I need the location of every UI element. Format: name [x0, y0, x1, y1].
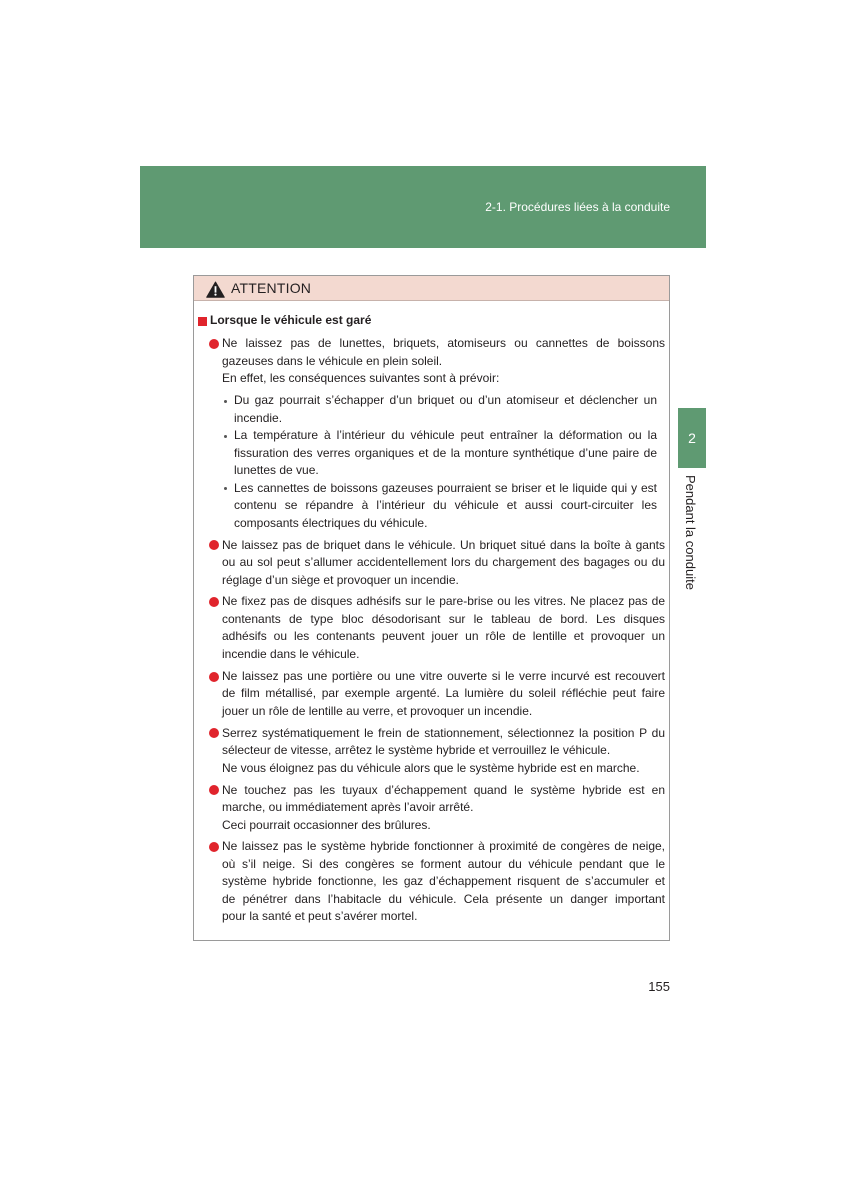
warning-text-line: de film métallisé, par exemple argenté. La lumière du soleil réfléchie peut faire — [222, 686, 665, 701]
warning-paragraph — [222, 838, 665, 926]
attention-box — [193, 275, 670, 941]
warning-section-title: Lorsque le véhicule est garé — [210, 313, 372, 328]
warning-text-line: gazeuses dans le véhicule en plein soleil. — [222, 353, 443, 368]
chapter-tab — [678, 408, 706, 468]
warning-paragraph — [222, 725, 665, 760]
warning-text-line: de pénétrer dans l’habitacle du véhicule. Cela présente un danger important — [222, 891, 665, 906]
warning-text-line: Ne touchez pas les tuyaux d’échappement quand le système hybride est en — [222, 782, 665, 797]
warning-text-line: où s’il neige. Si des congères se forment autour du véhicule pendant que le — [222, 856, 665, 871]
warning-text-line: Ne laissez pas de lunettes, briquets, atomiseurs ou cannettes de boissons — [222, 336, 665, 351]
warning-text-line: marche, ou immédiatement après l’avoir arrêté. — [222, 800, 474, 815]
chapter-title-vertical: Pendant la conduite — [683, 475, 698, 590]
red-circle-bullet-icon — [209, 597, 219, 607]
warning-paragraph — [222, 593, 665, 663]
consequence-text-line: Du gaz pourrait s’échapper d’un briquet ou d’un atomiseur et déclencher un — [234, 393, 657, 408]
warning-text-line: adhésifs ou les contenants peuvent jouer un rôle de lentille et provoquer un — [222, 629, 665, 644]
warning-paragraph — [222, 760, 665, 778]
red-circle-bullet-icon — [209, 672, 219, 682]
warning-text-line: sélecteur de vitesse, arrêtez le système hybride et verrouillez le véhicule. — [222, 743, 611, 758]
section-header-band — [140, 166, 706, 248]
chapter-number: 2 — [688, 430, 696, 446]
consequence-text-line: fissuration des verres organiques et de la monture synthétique d’une paire de — [234, 445, 657, 460]
consequence-item — [222, 427, 665, 480]
consequence-text-line: composants électriques du véhicule. — [234, 515, 428, 530]
red-square-bullet-icon — [198, 317, 207, 326]
consequence-list — [222, 392, 665, 532]
small-dot-bullet-icon — [224, 400, 227, 403]
warning-text-line: pour la santé et peut s’avérer mortel. — [222, 909, 418, 924]
page-number: 155 — [648, 979, 670, 994]
warning-paragraph — [222, 537, 665, 590]
red-circle-bullet-icon — [209, 842, 219, 852]
warning-text-line: Ceci pourrait occasionner des brûlures. — [222, 817, 431, 832]
warning-bullet-item — [194, 725, 669, 778]
attention-header — [194, 276, 669, 301]
consequence-text-line: Les cannettes de boissons gazeuses pourraient se briser et le liquide qui y est — [234, 480, 657, 495]
warning-paragraph — [222, 782, 665, 817]
warning-text-line: ou au sol peut s’allumer accidentellement lors du chargement des bagages ou du — [222, 555, 665, 570]
warning-bullet-item — [194, 782, 669, 835]
small-dot-bullet-icon — [224, 487, 227, 490]
consequence-text-line: lunettes de vue. — [234, 463, 319, 478]
warning-text-line: Ne fixez pas de disques adhésifs sur le pare-brise ou les vitres. Ne placez pas de — [222, 594, 665, 609]
attention-content — [194, 312, 669, 926]
red-circle-bullet-icon — [209, 540, 219, 550]
warning-bullet-item — [194, 593, 669, 663]
warning-triangle-icon — [206, 281, 225, 298]
warning-text-line: Ne vous éloignez pas du véhicule alors que le système hybride est en marche. — [222, 760, 640, 775]
consequence-item — [222, 480, 665, 533]
consequence-text-line: contenu se répandre à l’intérieur du véhicule et aussi court-circuiter les — [234, 498, 657, 513]
attention-label: ATTENTION — [231, 280, 312, 296]
warning-text-line: système hybride fonctionne, les gaz d’échappement risquent de s’accumuler et — [222, 874, 665, 889]
warning-bullet-item — [194, 335, 669, 532]
consequence-item — [222, 392, 665, 427]
warning-text-line: Ne laissez pas de briquet dans le véhicule. Un briquet situé dans la boîte à gants — [222, 537, 665, 552]
warning-text-line: incendie dans le véhicule. — [222, 646, 360, 661]
red-circle-bullet-icon — [209, 728, 219, 738]
warning-bullet-item — [194, 838, 669, 926]
red-circle-bullet-icon — [209, 785, 219, 795]
warning-text-line: Ne laissez pas le système hybride fonctionner à proximité de congères de neige, — [222, 839, 665, 854]
warning-text-line: réglage d’un siège et provoquer un incendie. — [222, 572, 459, 587]
warning-text-line: En effet, les conséquences suivantes sont à prévoir: — [222, 371, 500, 386]
consequence-text-line: La température à l’intérieur du véhicule peut entraîner la déformation ou la — [234, 428, 657, 443]
warning-paragraph — [222, 817, 665, 835]
consequence-text-line: incendie. — [234, 410, 283, 425]
warning-paragraph — [222, 370, 665, 388]
warning-text-line: Ne laissez pas une portière ou une vitre ouverte si le verre incurvé est recouvert — [222, 668, 665, 683]
warning-bullet-item — [194, 668, 669, 721]
warning-paragraph — [222, 335, 665, 370]
warning-text-line: jouer un rôle de lentille au verre, et provoquer un incendie. — [222, 703, 533, 718]
warning-paragraph — [222, 668, 665, 721]
warning-text-line: Serrez systématiquement le frein de stationnement, sélectionnez la position P du — [222, 725, 665, 740]
section-title: 2-1. Procédures liées à la conduite — [485, 200, 670, 214]
small-dot-bullet-icon — [224, 435, 227, 438]
warning-text-line: contenants de type bloc désodorisant sur le tableau de bord. Les disques — [222, 611, 665, 626]
warning-section-heading — [194, 312, 669, 330]
warning-bullet-item — [194, 537, 669, 590]
warning-items — [194, 335, 669, 926]
red-circle-bullet-icon — [209, 339, 219, 349]
